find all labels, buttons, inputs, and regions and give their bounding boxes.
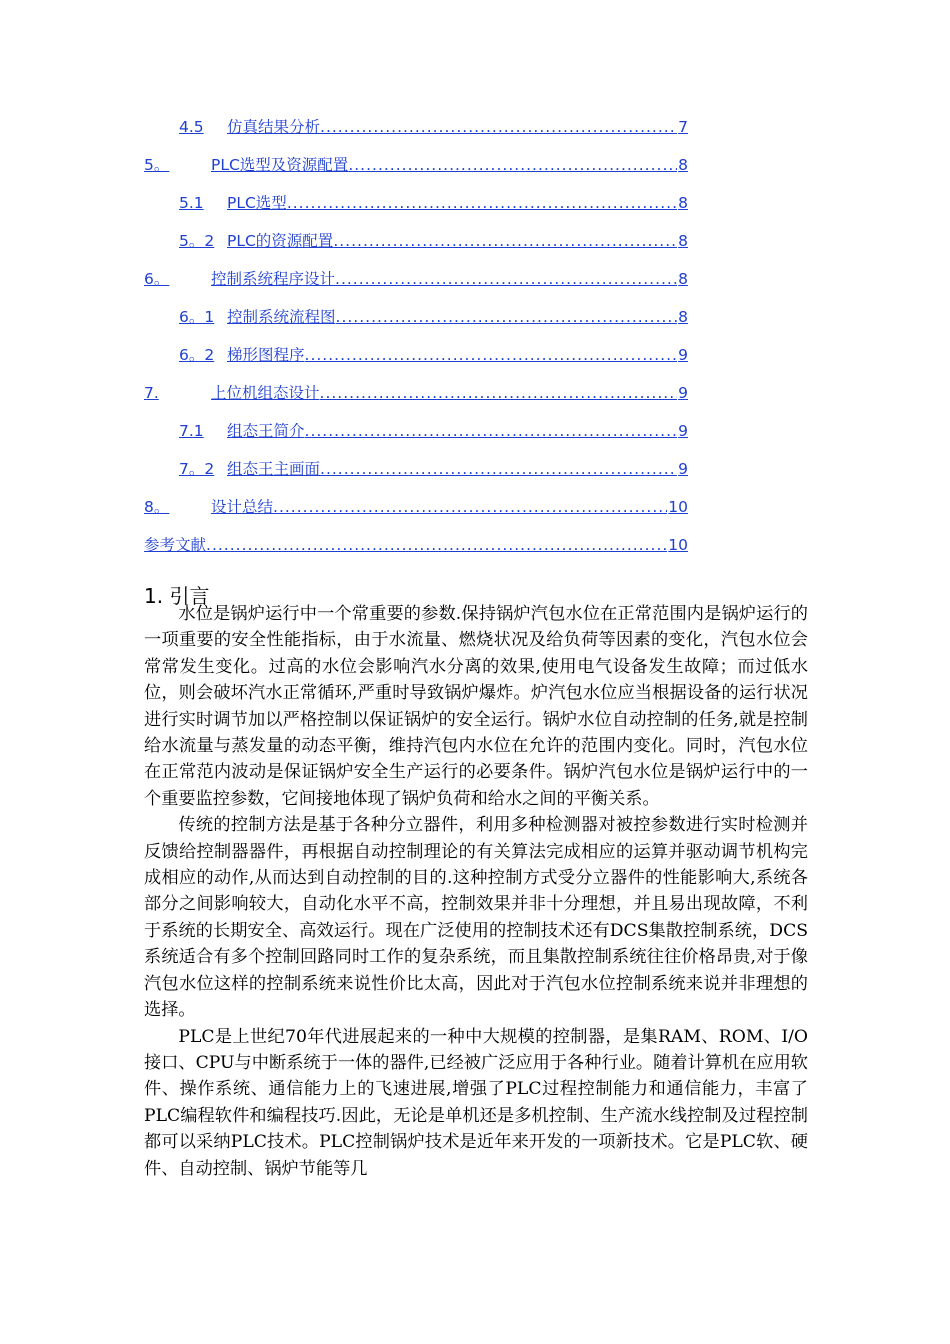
toc-entry-number: 6。1 [179,308,215,326]
toc-entry-number: 6。2 [179,346,215,364]
toc-entry-number: 7.1 [179,422,204,440]
toc-entry-page: 8 [678,270,688,288]
toc-entry-title: PLC选型 [227,194,287,212]
toc-entry-number: 6。 [144,270,170,288]
section-heading: 1. 引言 [144,584,210,608]
toc-leader-dots [305,420,678,442]
toc-entry[interactable] [144,382,688,420]
toc-leader-dots [320,382,678,404]
toc-entry-page: 10 [668,536,688,554]
toc-leader-dots [320,116,677,138]
toc-entry-page: 8 [678,232,688,250]
toc-leader-dots [305,344,678,366]
toc-entry[interactable] [144,458,688,496]
toc-entry-title: 上位机组态设计 [211,384,320,402]
toc-entry[interactable] [144,534,688,572]
toc-entry-page: 9 [678,460,688,478]
toc-entry-number: 5。2 [179,232,215,250]
toc-entry-number: 4.5 [179,118,204,136]
section-body [144,601,808,1182]
toc-entry-title: 组态王简介 [227,422,305,440]
toc-entry[interactable] [144,230,688,268]
body-paragraph: PLC是上世纪70年代进展起来的一种中大规模的控制器，是集RAM、ROM、I/O接口、CPU与中断系统于一体的器件,已经被广泛应用于各种行业。随着计算机在应用软件、操作系统、通信能力上的飞速进展,增强了PLC过程控制能力和通信能力，丰富了PLC编程软件和编程技巧.因此，无论是单机还是多机控制、生产流水线控制及过程控制都可以采纳PLC技术。PLC控制锅炉技术是近年来开发的一项新技术。它是PLC软、硬件、自动控制、锅炉节能等几 [144,1026,808,1179]
table-of-contents [144,116,688,572]
toc-leader-dots [320,458,677,480]
toc-leader-dots [336,306,678,328]
toc-leader-dots [206,534,667,556]
body-paragraph: 传统的控制方法是基于各种分立器件，利用多种检测器对被控参数进行实时检测并反馈给控制器器件，再根据自动控制理论的有关算法完成相应的运算并驱动调节机构完成相应的动作,从而达到自动控制的目的.这种控制方式受分立器件的性能影响大,系统各部分之间影响较大，自动化水平不高，控制效果并非十分理想，并且易出现故障，不利于系统的长期安全、高效运行。现在广泛使用的控制技术还有DCS集散控制系统，DCS系统适合有多个控制回路同时工作的复杂系统，而且集散控制系统往往价格昂贵,对于像汽包水位这样的控制系统来说性价比太高，因此对于汽包水位控制系统来说并非理想的选择。 [144,815,808,1021]
toc-entry-title: 设计总结 [211,498,274,516]
toc-leader-dots [273,496,667,518]
toc-entry[interactable] [144,420,688,458]
toc-entry-number: 5。 [144,156,170,174]
toc-entry-page: 8 [678,194,688,212]
toc-leader-dots [335,268,677,290]
toc-entry-title: 组态王主画面 [227,460,321,478]
toc-entry[interactable] [144,268,688,306]
toc-entry-title: 梯形图程序 [227,346,305,364]
toc-entry-title: 仿真结果分析 [227,118,321,136]
toc-entry[interactable] [144,116,688,154]
toc-entry-title: 控制系统流程图 [227,308,336,326]
toc-entry[interactable] [144,306,688,344]
toc-entry[interactable] [144,496,688,534]
toc-entry[interactable] [144,192,688,230]
toc-entry-page: 7 [678,118,688,136]
toc-entry-title: 参考文献 [144,536,207,554]
toc-entry[interactable] [144,154,688,192]
toc-entry-title: 控制系统程序设计 [211,270,336,288]
toc-entry-page: 10 [668,498,688,516]
toc-entry-number: 5.1 [179,194,204,212]
toc-leader-dots [287,192,677,214]
toc-entry-number: 7. [144,384,159,402]
toc-entry-page: 8 [678,156,688,174]
toc-leader-dots [333,230,677,252]
toc-entry-title: PLC的资源配置 [227,232,334,250]
toc-entry-number: 7。2 [179,460,215,478]
toc-entry-page: 9 [678,346,688,364]
toc-entry-title: PLC选型及资源配置 [211,156,349,174]
toc-entry[interactable] [144,344,688,382]
body-paragraph: 水位是锅炉运行中一个常重要的参数.保持锅炉汽包水位在正常范围内是锅炉运行的一项重要的安全性能指标，由于水流量、燃烧状况及给负荷等因素的变化，汽包水位会常常发生变化。过高的水位会影响汽水分离的效果,使用电气设备发生故障；而过低水位，则会破坏汽水正常循环,严重时导致锅炉爆炸。炉汽包水位应当根据设备的运行状况进行实时调节加以严格控制以保证锅炉的安全运行。锅炉水位自动控制的任务,就是控制给水流量与蒸发量的动态平衡，维持汽包内水位在允许的范围内变化。同时，汽包水位在正常范内波动是保证锅炉安全生产运行的必要条件。锅炉汽包水位是锅炉运行中的一个重要监控参数，它间接地体现了锅炉负荷和给水之间的平衡关系。 [144,604,808,809]
toc-entry-number: 8。 [144,498,170,516]
toc-entry-page: 9 [678,384,688,402]
toc-leader-dots [348,154,677,176]
toc-entry-page: 9 [678,422,688,440]
toc-entry-page: 8 [678,308,688,326]
